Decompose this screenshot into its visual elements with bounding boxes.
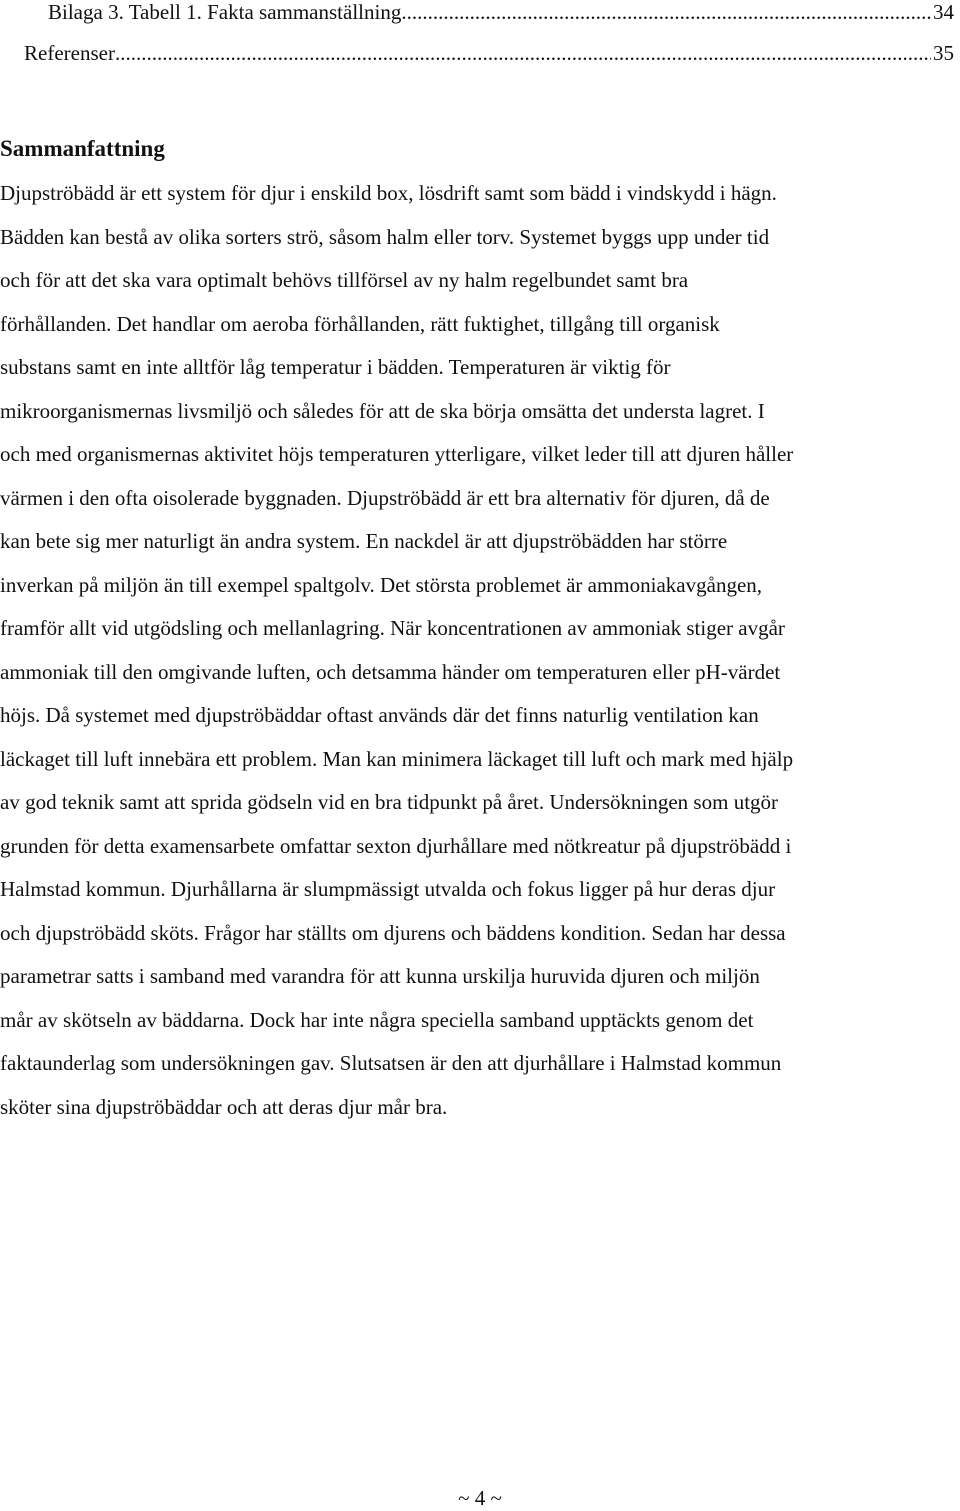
paragraph-line: läckaget till luft innebära ett problem. Man kan minimera läckaget till luft och mark med hjälp — [0, 746, 794, 771]
paragraph-line: Halmstad kommun. Djurhållarna är slumpmässigt utvalda och fokus ligger på hur deras djur — [0, 877, 776, 901]
paragraph-line: och för att det ska vara optimalt behövs tillförsel av ny halm regelbundet samt bra — [0, 268, 689, 292]
summary-paragraph — [0, 172, 958, 1129]
paragraph-line: mikroorganismernas livsmiljö och således för att de ska börja omsätta det understa lagret. I — [0, 398, 765, 423]
toc-entry[interactable] — [24, 41, 954, 65]
paragraph-line: mår av skötseln av bäddarna. Dock har inte några speciella samband upptäckts genom det — [0, 1007, 754, 1032]
paragraph-line: Djupströbädd är ett system för djur i enskild box, lösdrift samt som bädd i vindskydd i hägn. — [0, 181, 777, 205]
paragraph-line: substans samt en inte alltför låg temperatur i bädden. Temperaturen är viktig för — [0, 355, 671, 379]
paragraph-line: framför allt vid utgödsling och mellanlagring. När koncentrationen av ammoniak stiger avgår — [0, 616, 785, 640]
paragraph-line: förhållanden. Det handlar om aeroba förhållanden, rätt fuktighet, tillgång till organisk — [0, 311, 720, 336]
paragraph-line: parametrar satts i samband med varandra för att kunna urskilja huruvida djuren och miljön — [0, 964, 760, 988]
section-heading: Sammanfattning — [0, 136, 165, 161]
paragraph-line: höjs. Då systemet med djupströbäddar oftast används där det finns naturlig ventilation kan — [0, 703, 759, 727]
paragraph-line: av god teknik samt att sprida gödseln vid en bra tidpunkt på året. Undersökningen som utgör — [0, 790, 779, 814]
paragraph-line: Bädden kan bestå av olika sorters strö, såsom halm eller torv. Systemet byggs upp under tid — [0, 224, 770, 249]
paragraph-line: och med organismernas aktivitet höjs temperaturen ytterligare, vilket leder till att djuren håller — [0, 442, 794, 466]
paragraph-line: faktaunderlag som undersökningen gav. Slutsatsen är den att djurhållare i Halmstad kommun — [0, 1051, 782, 1075]
paragraph-line: grunden för detta examensarbete omfattar sexton djurhållare med nötkreatur på djupströbädd i — [0, 833, 792, 858]
paragraph-line: ammoniak till den omgivande luften, och detsamma händer om temperaturen eller pH-värdet — [0, 659, 781, 684]
paragraph-line: och djupströbädd sköts. Frågor har ställts om djurens och bäddens kondition. Sedan har dessa — [0, 920, 786, 945]
paragraph-line: inverkan på miljön än till exempel spaltgolv. Det största problemet är ammoniakavgången, — [0, 572, 763, 597]
page-number: ~ 4 ~ — [458, 1486, 502, 1510]
toc-entry-label: Referenser — [24, 41, 115, 65]
toc-entry[interactable] — [48, 0, 954, 24]
paragraph-line: kan bete sig mer naturligt än andra system. En nackdel är att djupströbädden har större — [0, 529, 728, 553]
toc-entry-label: Bilaga 3. Tabell 1. Fakta sammanställning — [48, 0, 402, 24]
toc-entry-page: 35 — [933, 41, 954, 65]
toc-entry-page: 34 — [933, 0, 954, 24]
paragraph-line: värmen i den ofta oisolerade byggnaden. Djupströbädd är ett bra alternativ för djuren, då de — [0, 485, 770, 510]
paragraph-line: sköter sina djupströbäddar och att deras djur mår bra. — [0, 1094, 448, 1119]
toc-leader-dots — [401, 0, 931, 24]
toc-leader-dots — [115, 41, 931, 65]
